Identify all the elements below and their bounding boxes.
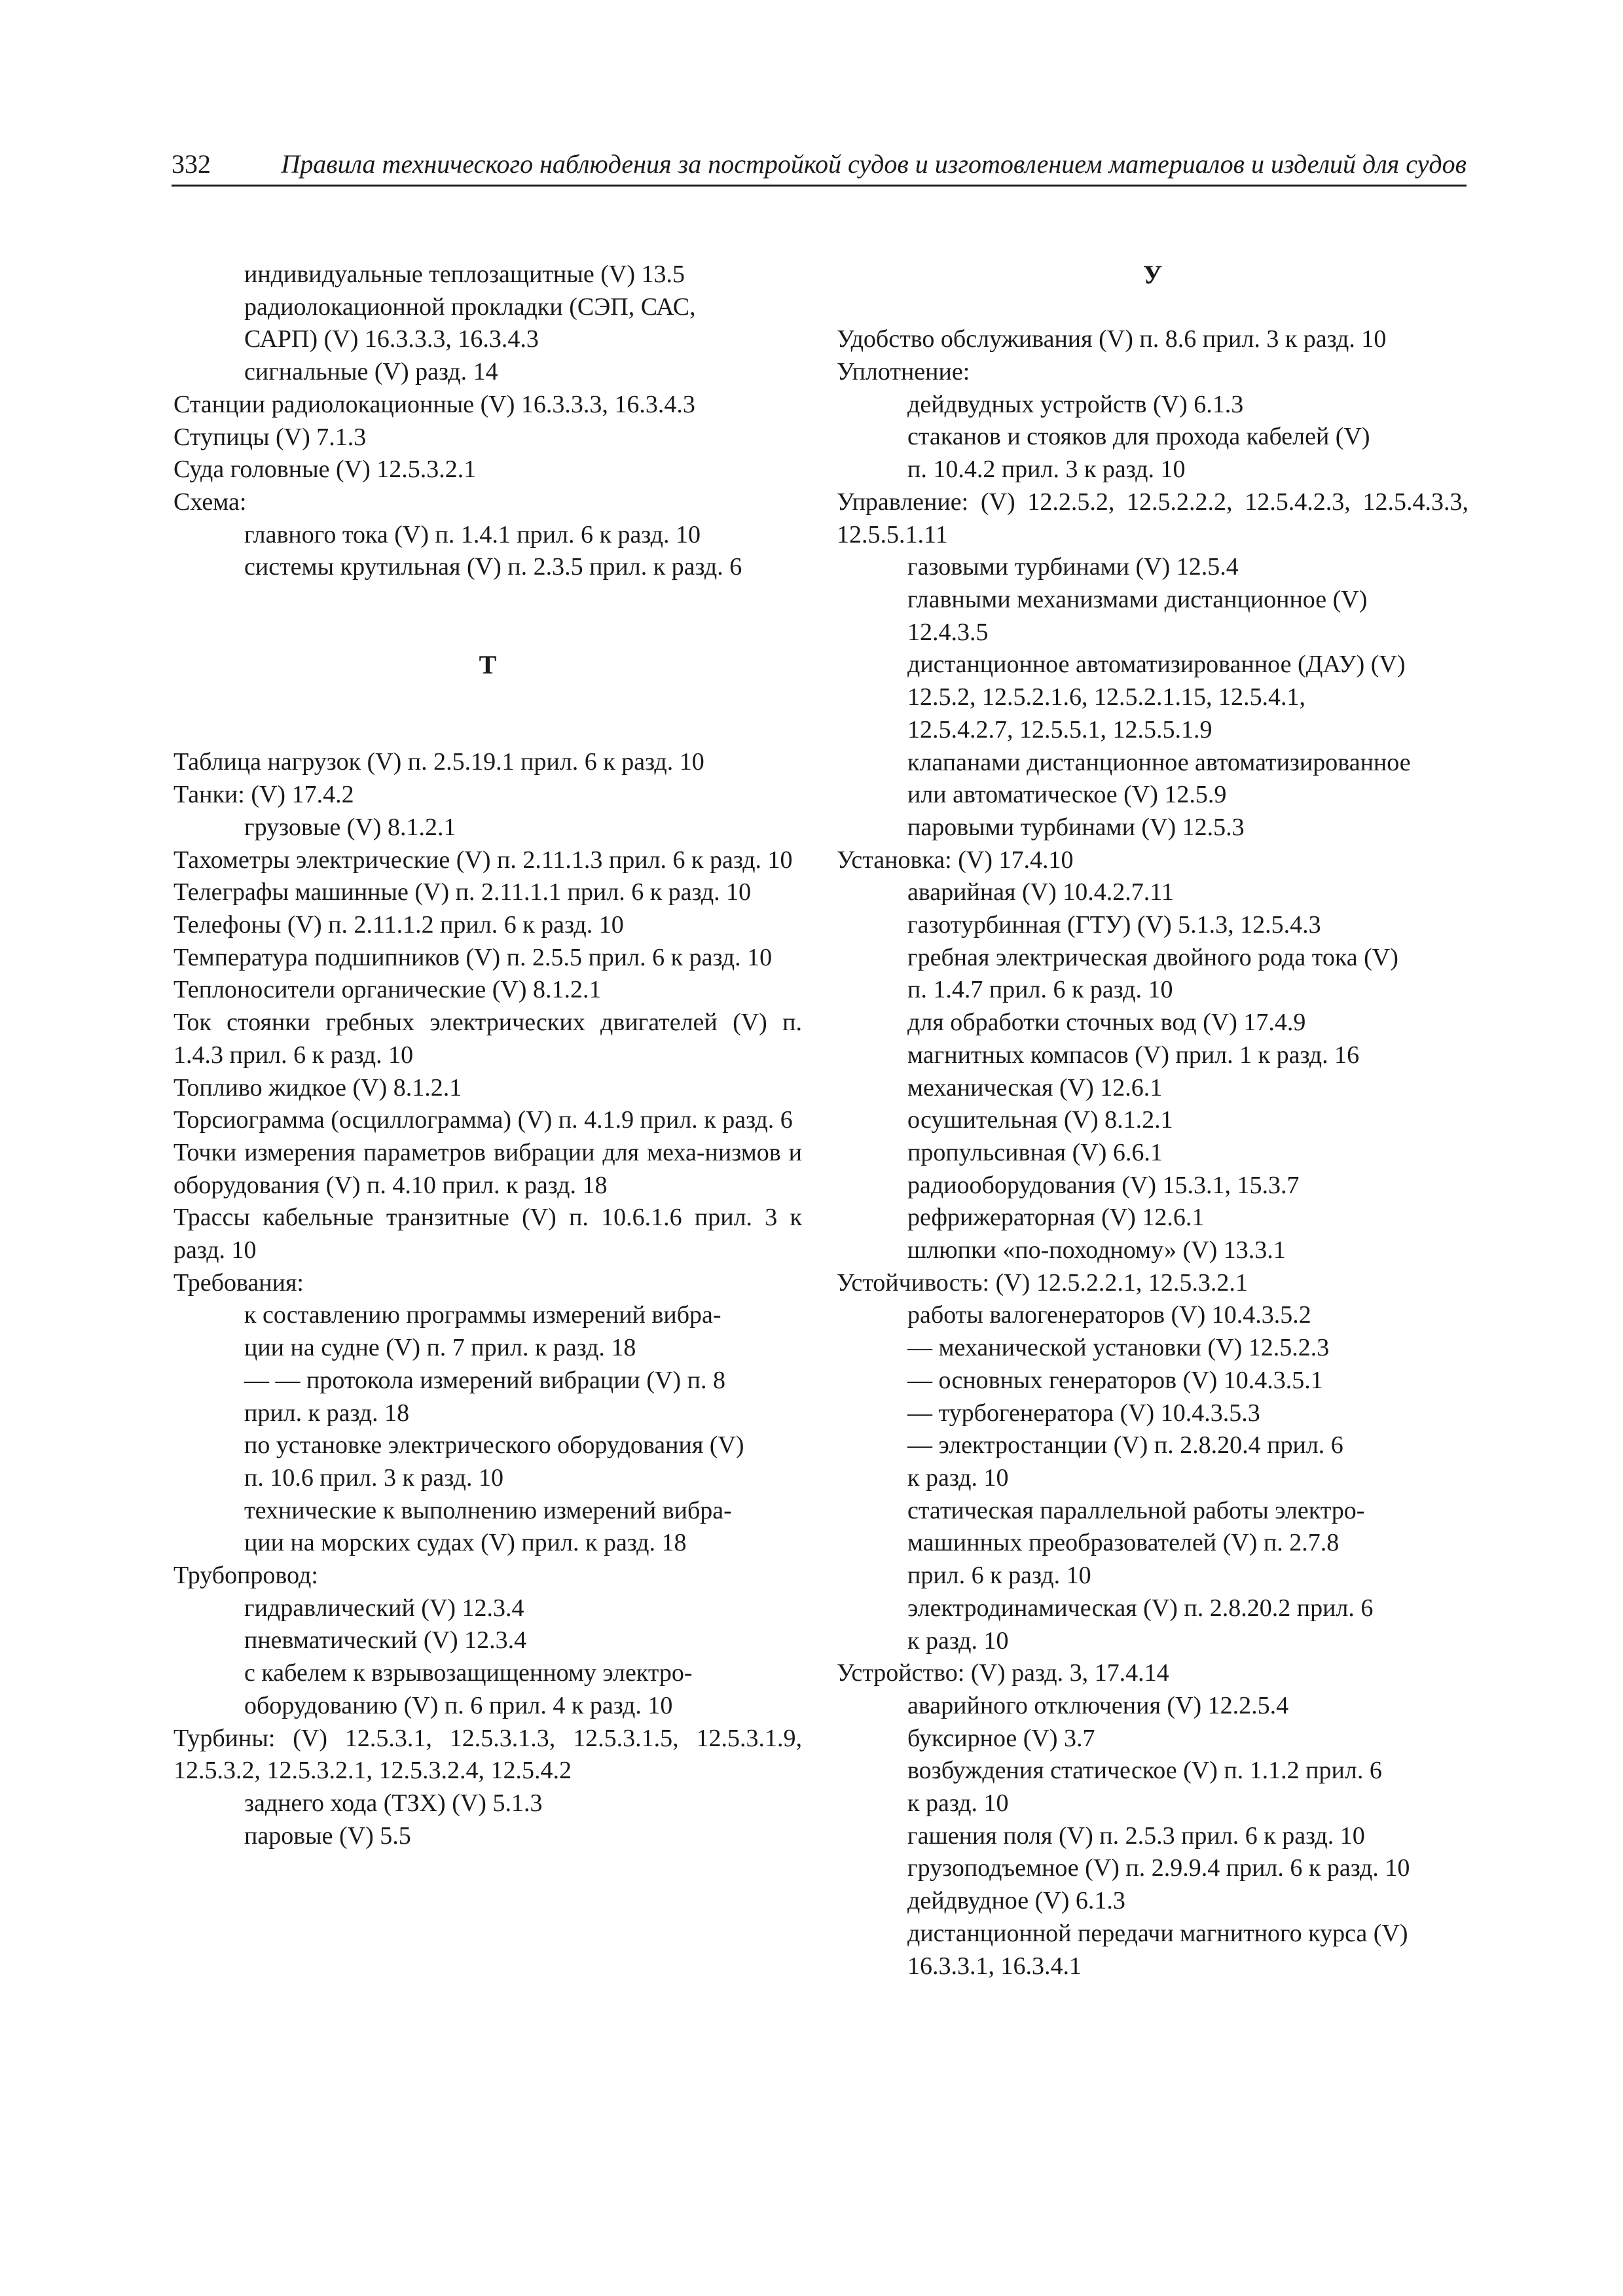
index-subterm: или автоматическое (V) 12.5.9 (907, 781, 1227, 809)
index-subterm: аварийного отключения (V) 12.2.5.4 (907, 1691, 1289, 1719)
section-letter: Т (479, 650, 497, 680)
index-subterm: п. 10.4.2 прил. 3 к разд. 10 (907, 456, 1186, 484)
index-term: Ток стоянки гребных электрических двигателей (V) п. 1.4.3 прил. 6 к разд. 10 (173, 1009, 802, 1069)
index-subterm: грузоподъемное (V) п. 2.9.9.4 прил. 6 к разд. 10 (907, 1854, 1410, 1882)
index-subterm: статическая параллельной работы электро- (907, 1496, 1365, 1524)
spacer (173, 681, 802, 714)
running-title: Правила технического наблюдения за постройкой судов и изготовлением материалов и изделий для судов (281, 149, 1467, 179)
index-term: Трассы кабельные транзитные (V) п. 10.6.1.6 прил. 3 к разд. 10 (173, 1204, 802, 1265)
index-subterm: п. 1.4.7 прил. 6 к разд. 10 (907, 976, 1173, 1004)
index-subterm: технические к выполнению измерений вибра- (244, 1496, 732, 1524)
index-subterm: электродинамическая (V) п. 2.8.20.2 прил. 6 (907, 1594, 1374, 1622)
index-subterm: дейдвудное (V) 6.1.3 (907, 1887, 1125, 1915)
index-subterm: 12.5.2, 12.5.2.1.6, 12.5.2.1.15, 12.5.4.1, (907, 683, 1305, 711)
index-subterm: клапанами дистанционное автоматизированное (907, 748, 1411, 776)
index-term: Устойчивость: (V) 12.5.2.2.1, 12.5.3.2.1 (837, 1268, 1248, 1297)
index-subterm: радиооборудования (V) 15.3.1, 15.3.7 (907, 1171, 1300, 1199)
index-column-right (837, 259, 1468, 1982)
index-subterm: индивидуальные теплозащитные (V) 13.5 (244, 260, 685, 288)
index-subterm: САРП) (V) 16.3.3.3, 16.3.4.3 (244, 325, 539, 353)
index-subterm: магнитных компасов (V) прил. 1 к разд. 16 (907, 1041, 1360, 1069)
index-subterm: гашения поля (V) п. 2.5.3 прил. 6 к разд. 10 (907, 1821, 1365, 1850)
index-subterm: паровыми турбинами (V) 12.5.3 (907, 813, 1245, 841)
index-term: Точки измерения параметров вибрации для меха-низмов и оборудования (V) п. 4.10 прил. к разд. 18 (173, 1138, 802, 1199)
index-subterm: — турбогенератора (V) 10.4.3.5.3 (907, 1399, 1260, 1427)
spacer (837, 291, 1468, 324)
index-subterm: главными механизмами дистанционное (V) (907, 586, 1368, 613)
section-letter: У (1142, 260, 1163, 289)
index-subterm: аварийная (V) 10.4.2.7.11 (907, 878, 1174, 906)
spacer (173, 617, 802, 649)
index-term: Устройство: (V) разд. 3, 17.4.14 (837, 1659, 1169, 1687)
index-subterm: 12.5.4.2.7, 12.5.5.1, 12.5.5.1.9 (907, 715, 1213, 744)
index-subterm: рефрижераторная (V) 12.6.1 (907, 1204, 1205, 1232)
index-term: Станции радиолокационные (V) 16.3.3.3, 16.3.4.3 (173, 390, 695, 418)
index-subterm: к разд. 10 (907, 1789, 1009, 1818)
index-term: Телефоны (V) п. 2.11.1.2 прил. 6 к разд. 10 (173, 910, 624, 939)
index-column-left (173, 259, 802, 1852)
index-subterm: — механической установки (V) 12.5.2.3 (907, 1334, 1330, 1362)
index-term: Удобство обслуживания (V) п. 8.6 прил. 3 к разд. 10 (837, 325, 1387, 353)
index-subterm: оборудованию (V) п. 6 прил. 4 к разд. 10 (244, 1691, 673, 1719)
index-subterm: буксирное (V) 3.7 (907, 1724, 1095, 1752)
page-number: 332 (172, 149, 211, 179)
index-term: Требования: (173, 1268, 304, 1297)
index-subterm: ции на морских судах (V) прил. к разд. 18 (244, 1529, 687, 1557)
index-term: Тахометры электрические (V) п. 2.11.1.3 прил. 6 к разд. 10 (173, 846, 793, 874)
index-term: Трубопровод: (173, 1562, 318, 1590)
index-term: Теплоносители органические (V) 8.1.2.1 (173, 976, 602, 1004)
index-term: Турбины: (V) 12.5.3.1, 12.5.3.1.3, 12.5.3.1.5, 12.5.3.1.9, 12.5.3.2, 12.5.3.2.1, 12.5.3.2.4, 12.5.4.2 (173, 1724, 802, 1785)
index-term: Управление: (V) 12.2.5.2, 12.5.2.2.2, 12.5.4.2.3, 12.5.4.3.3, 12.5.5.1.11 (837, 488, 1468, 548)
index-term: Торсиограмма (осциллограмма) (V) п. 4.1.9 прил. к разд. 6 (173, 1106, 793, 1134)
index-term: Уплотнение: (837, 358, 970, 386)
index-term: Ступицы (V) 7.1.3 (173, 423, 367, 451)
index-term: Схема: (173, 488, 247, 516)
index-subterm: осушительная (V) 8.1.2.1 (907, 1106, 1173, 1134)
index-subterm: ции на судне (V) п. 7 прил. к разд. 18 (244, 1334, 636, 1362)
index-subterm: шлюпки «по-походному» (V) 13.3.1 (907, 1236, 1286, 1265)
index-subterm: с кабелем к взрывозащищенному электро- (244, 1659, 693, 1687)
index-subterm: пропульсивная (V) 6.6.1 (907, 1138, 1163, 1166)
index-subterm: прил. к разд. 18 (244, 1399, 410, 1427)
index-subterm: к составлению программы измерений вибра- (244, 1301, 721, 1329)
index-subterm: для обработки сточных вод (V) 17.4.9 (907, 1009, 1306, 1037)
index-subterm: грузовые (V) 8.1.2.1 (244, 813, 456, 841)
index-subterm: — — протокола измерений вибрации (V) п. 8 (244, 1366, 725, 1394)
index-subterm: дистанционной передачи магнитного курса (V) (907, 1919, 1408, 1947)
index-subterm: к разд. 10 (907, 1626, 1009, 1655)
page-header (172, 145, 1467, 187)
index-subterm: гидравлический (V) 12.3.4 (244, 1594, 524, 1622)
index-subterm: газовыми турбинами (V) 12.5.4 (907, 553, 1239, 581)
index-subterm: прил. 6 к разд. 10 (907, 1562, 1091, 1590)
index-subterm: паровые (V) 5.5 (244, 1821, 411, 1850)
spacer (173, 584, 802, 617)
index-subterm: машинных преобразователей (V) п. 2.7.8 (907, 1529, 1340, 1557)
index-term: Телеграфы машинные (V) п. 2.11.1.1 прил. 6 к разд. 10 (173, 878, 752, 906)
index-subterm: газотурбинная (ГТУ) (V) 5.1.3, 12.5.4.3 (907, 911, 1321, 939)
index-subterm: главного тока (V) п. 1.4.1 прил. 6 к разд. 10 (244, 520, 701, 548)
index-subterm: по установке электрического оборудования (V) (244, 1431, 744, 1460)
index-subterm: радиолокационной прокладки (СЭП, САС, (244, 293, 696, 321)
index-subterm: — основных генераторов (V) 10.4.3.5.1 (907, 1366, 1323, 1394)
index-subterm: гребная электрическая двойного рода тока (V) (907, 943, 1398, 971)
index-subterm: стаканов и стояков для прохода кабелей (V) (907, 423, 1370, 451)
index-subterm: сигнальные (V) разд. 14 (244, 358, 498, 386)
index-term: Таблица нагрузок (V) п. 2.5.19.1 прил. 6 к разд. 10 (173, 748, 704, 776)
index-term: Топливо жидкое (V) 8.1.2.1 (173, 1073, 462, 1102)
index-subterm: 16.3.3.1, 16.3.4.1 (907, 1952, 1082, 1980)
index-subterm: к разд. 10 (907, 1463, 1009, 1492)
index-term: Температура подшипников (V) п. 2.5.5 прил. 6 к разд. 10 (173, 943, 773, 971)
index-term: Установка: (V) 17.4.10 (837, 846, 1074, 874)
index-term: Суда головные (V) 12.5.3.2.1 (173, 456, 477, 484)
index-subterm: 12.4.3.5 (907, 618, 989, 646)
index-subterm: — электростанции (V) п. 2.8.20.4 прил. 6 (907, 1431, 1343, 1460)
index-subterm: механическая (V) 12.6.1 (907, 1073, 1163, 1102)
index-subterm: пневматический (V) 12.3.4 (244, 1626, 527, 1655)
index-subterm: п. 10.6 прил. 3 к разд. 10 (244, 1463, 503, 1492)
index-subterm: работы валогенераторов (V) 10.4.3.5.2 (907, 1301, 1311, 1329)
index-subterm: системы крутильная (V) п. 2.3.5 прил. к разд. 6 (244, 553, 742, 581)
index-subterm: заднего хода (ТЗХ) (V) 5.1.3 (244, 1789, 543, 1817)
index-term: Танки: (V) 17.4.2 (173, 781, 354, 809)
index-subterm: дейдвудных устройств (V) 6.1.3 (907, 390, 1244, 418)
index-subterm: дистанционное автоматизированное (ДАУ) (V) (907, 651, 1406, 679)
spacer (173, 714, 802, 747)
index-subterm: возбуждения статическое (V) п. 1.1.2 прил. 6 (907, 1757, 1382, 1785)
